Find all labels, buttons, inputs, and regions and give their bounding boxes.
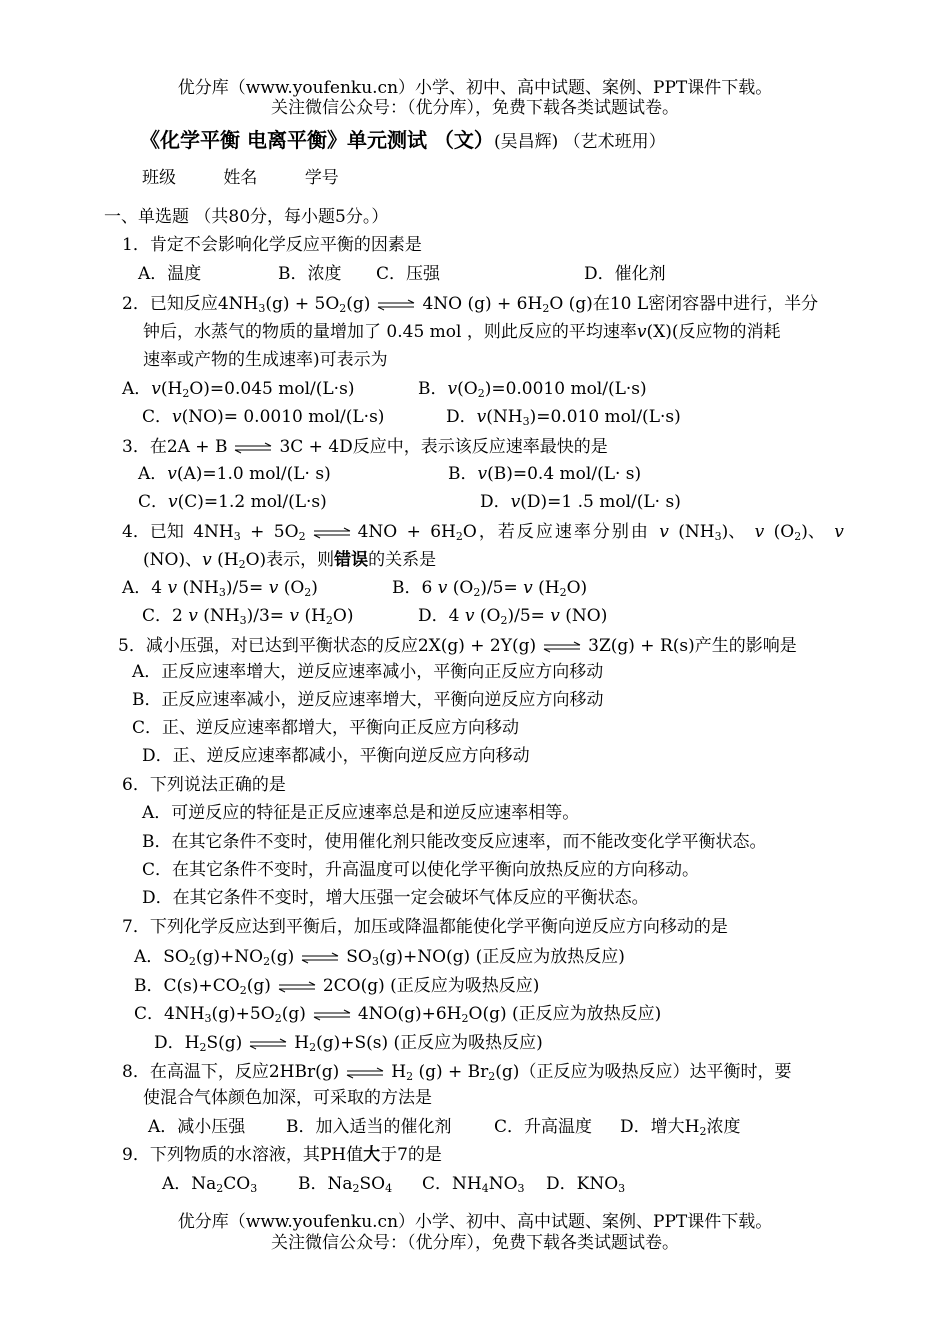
text: )、 xyxy=(721,522,746,542)
q4-option-d xyxy=(418,604,607,628)
text: (O xyxy=(452,578,474,598)
q5-option-b: B．正反应速率减小，逆反应速率增大，平衡向逆反应方向移动 xyxy=(132,690,604,710)
sub: 2 xyxy=(699,1125,707,1138)
text: S(g) xyxy=(206,1033,243,1053)
text: (g)+S(s) (正反应为吸热反应) xyxy=(316,1033,543,1053)
q6-stem: 6．下列说法正确的是 xyxy=(122,775,286,795)
q2-option-d xyxy=(446,405,681,429)
v-symbol: v xyxy=(172,407,182,427)
q5-option-c: C．正、逆反应速率都增大，平衡向正反应方向移动 xyxy=(132,718,520,738)
text: (O xyxy=(479,606,501,626)
v-symbol: v xyxy=(188,606,198,626)
v-symbol: v xyxy=(447,379,458,399)
q8-option-c: C．升高温度 xyxy=(494,1117,593,1137)
text: H xyxy=(391,1062,407,1082)
footer-line-2: 关注微信公众号：（优分库），免费下载各类试题试卷。 xyxy=(271,1233,679,1253)
text: (A)=1.0 mol/(L· s) xyxy=(176,464,331,484)
text: (B)=0.4 mol/(L· s) xyxy=(487,464,642,484)
text: (g)（正反应为吸热反应）达平衡时，要 xyxy=(495,1062,792,1082)
sub: 3 xyxy=(522,415,530,428)
v-symbol: v xyxy=(659,522,669,542)
text: (NH xyxy=(182,578,219,598)
text: (H xyxy=(538,578,560,598)
text: O) xyxy=(332,606,354,626)
q7-option-b xyxy=(134,974,539,998)
text: (O xyxy=(773,522,795,542)
name-label: 姓名 xyxy=(223,168,258,188)
q3-option-b xyxy=(448,462,641,486)
title-sub: (吴昌辉) （艺术班用） xyxy=(493,132,666,152)
equilibrium-arrow-icon xyxy=(312,1008,352,1022)
sub: 3 xyxy=(517,1182,525,1195)
q2-option-c xyxy=(142,405,384,429)
v-symbol: v xyxy=(437,578,448,598)
sub: 2 xyxy=(274,1012,282,1025)
text: (g) xyxy=(270,947,295,967)
q9-stem xyxy=(122,1143,442,1167)
equilibrium-arrow-icon xyxy=(542,640,582,654)
label: C． xyxy=(142,407,173,427)
text: C．NH xyxy=(422,1174,482,1194)
text: (g) + Br xyxy=(413,1062,489,1082)
q2-text: O (g)在10 L密闭容器中进行，半分 xyxy=(549,294,819,314)
sub: 2 xyxy=(477,387,485,400)
text: 2CO(g) (正反应为吸热反应) xyxy=(322,976,540,996)
q1-option-d: D．催化剂 xyxy=(584,264,666,284)
v-symbol: v xyxy=(167,578,178,598)
text: CO xyxy=(223,1174,251,1194)
text: (H xyxy=(304,606,326,626)
text: (NH xyxy=(203,606,240,626)
sub: 2 xyxy=(339,302,347,315)
label: A． xyxy=(138,464,168,484)
q2-text: 4NO (g) + 6H xyxy=(422,294,543,314)
text: (H xyxy=(217,550,239,570)
v-symbol: v xyxy=(834,522,844,542)
v-symbol: v xyxy=(523,578,533,598)
text: O)表示，则 xyxy=(245,550,335,570)
sub: 3 xyxy=(371,955,379,968)
sub: 2 xyxy=(461,1012,469,1025)
text: (g)+NO(g) (正反应为放热反应) xyxy=(378,947,625,967)
text: (g)+NO xyxy=(195,947,264,967)
q7-option-c xyxy=(134,1002,661,1026)
equilibrium-arrow-icon xyxy=(233,441,273,455)
sub: 3 xyxy=(258,302,266,315)
q4-line-2 xyxy=(143,548,436,572)
v-symbol: v xyxy=(268,578,279,598)
q8-options xyxy=(148,1115,741,1139)
q6-option-c: C．在其它条件不变时，升高温度可以使化学平衡向放热反应的方向移动。 xyxy=(142,860,700,880)
text: (D)=1 .5 mol/(L· s) xyxy=(520,492,681,512)
q2-line-3: 速率或产物的生成速率)可表示为 xyxy=(143,350,388,370)
q2-text: 2．已知反应4NH xyxy=(122,294,259,314)
sub: 2 xyxy=(199,1041,207,1054)
q2-option-a xyxy=(122,377,354,401)
sub: 2 xyxy=(406,1070,414,1083)
text: )/3= xyxy=(246,606,285,626)
sub: 2 xyxy=(216,1182,224,1195)
q6-option-a: A．可逆反应的特征是正反应速率总是和逆反应速率相等。 xyxy=(142,803,580,823)
header-line-2: 关注微信公众号：（优分库），免费下载各类试题试卷。 xyxy=(271,98,679,118)
q9-option-d xyxy=(546,1172,625,1196)
text: )=0.010 mol/(L·s) xyxy=(529,407,681,427)
text: 3Z(g) + R(s)产生的影响是 xyxy=(588,636,797,656)
text: )/5= xyxy=(480,578,518,598)
text: NO xyxy=(488,1174,518,1194)
text: + 5O xyxy=(240,522,299,542)
v-symbol: v xyxy=(477,464,488,484)
text: SO xyxy=(359,1174,386,1194)
q8-option-b: B．加入适当的催化剂 xyxy=(286,1117,452,1137)
sub: 3 xyxy=(250,1182,258,1195)
label: B． xyxy=(418,379,448,399)
label: B．6 xyxy=(392,578,433,598)
sub: 2 xyxy=(559,586,567,599)
label: B． xyxy=(448,464,478,484)
q2-line-1 xyxy=(122,292,818,316)
q8-line-1 xyxy=(122,1060,791,1084)
sub: 2 xyxy=(325,614,333,627)
text: 浓度 xyxy=(706,1117,741,1137)
v-symbol: v xyxy=(510,492,521,512)
equilibrium-arrow-icon xyxy=(277,980,317,994)
text: D．H xyxy=(154,1033,200,1053)
text: 3C + 4D反应中，表示该反应速率最快的是 xyxy=(279,437,608,457)
text: A．SO xyxy=(134,947,189,967)
q8-line-2: 使混合气体颜色加深，可采取的方法是 xyxy=(143,1088,432,1108)
section-heading: 一、单选题 （共80分，每小题5分。） xyxy=(104,207,389,227)
class-label: 班级 xyxy=(142,168,176,188)
equilibrium-arrow-icon xyxy=(345,1066,385,1080)
q6-option-b: B．在其它条件不变时，使用催化剂只能改变反应速率，而不能改变化学平衡状态。 xyxy=(142,832,767,852)
v-symbol: v xyxy=(636,322,647,342)
v-symbol: v xyxy=(464,606,475,626)
v-symbol: v xyxy=(476,407,487,427)
text: (g)+5O xyxy=(211,1004,275,1024)
text: (NO)= 0.0010 mol/(L·s) xyxy=(181,407,385,427)
equilibrium-arrow-icon xyxy=(248,1037,288,1051)
label: A． xyxy=(122,379,152,399)
v-symbol: v xyxy=(754,522,765,542)
q2-option-b xyxy=(418,377,647,401)
text: C．4NH xyxy=(134,1004,205,1024)
v-symbol: v xyxy=(168,492,178,512)
sub: 4 xyxy=(481,1182,489,1195)
text: (g) xyxy=(246,976,271,996)
q1-option-b: B．浓度 xyxy=(278,264,342,284)
equilibrium-arrow-icon xyxy=(312,526,352,540)
text: (NO) xyxy=(565,606,608,626)
q8-option-a: A．减小压强 xyxy=(148,1117,246,1137)
v-symbol: v xyxy=(550,606,560,626)
text: 3．在2A + B xyxy=(122,437,228,457)
v-symbol: v xyxy=(167,464,177,484)
label: C． xyxy=(138,492,169,512)
text: )、 xyxy=(801,522,825,542)
label: C．2 xyxy=(142,606,183,626)
text: 9．下列物质的水溶液，其PH值 xyxy=(122,1145,364,1165)
sub: 4 xyxy=(385,1182,393,1195)
q7-option-d xyxy=(154,1031,543,1055)
q9-option-c xyxy=(422,1172,525,1196)
sub: 2 xyxy=(304,586,312,599)
q4-option-b xyxy=(392,576,587,600)
q2-text: 钟后，水蒸气的物质的量增加了 0.45 mol ，则此反应的平均速率 xyxy=(143,322,637,342)
label: D． xyxy=(480,492,511,512)
text: 的关系是 xyxy=(368,550,437,570)
text: (O xyxy=(283,578,305,598)
q7-stem: 7．下列化学反应达到平衡后，加压或降温都能使化学平衡向逆反应方向移动的是 xyxy=(122,917,728,937)
q1-options xyxy=(138,262,666,286)
text: 于7的是 xyxy=(380,1145,442,1165)
text: 4．已知 4NH xyxy=(122,522,234,542)
label: D．4 xyxy=(418,606,460,626)
emphasis: 错误 xyxy=(334,550,369,570)
text: D．KNO xyxy=(546,1174,619,1194)
text: A．Na xyxy=(162,1174,217,1194)
sub: 2 xyxy=(542,302,550,315)
equilibrium-arrow-icon xyxy=(300,951,340,965)
q1-stem: 1．肯定不会影响化学反应平衡的因素是 xyxy=(122,235,422,255)
title-main: 《化学平衡 电离平衡》单元测试 （文） xyxy=(140,128,494,152)
text: 4NO + 6H xyxy=(357,522,456,542)
q2-text: (X)(反应物的消耗 xyxy=(646,322,781,342)
text: (NH xyxy=(486,407,523,427)
q1-option-c: C．压强 xyxy=(376,264,441,284)
q5-option-d: D．正、逆反应速率都减小，平衡向逆反应方向移动 xyxy=(142,746,530,766)
text: 5．减小压强，对已达到平衡状态的反应2X(g) + 2Y(g) xyxy=(118,636,537,656)
q5-stem xyxy=(118,634,797,658)
q9-option-b xyxy=(298,1172,392,1196)
sub: 2 xyxy=(500,614,508,627)
text: (C)=1.2 mol/(L·s) xyxy=(177,492,327,512)
text: (H xyxy=(160,379,183,399)
sub: 2 xyxy=(188,955,196,968)
id-label: 学号 xyxy=(304,168,339,188)
text: D．增大H xyxy=(620,1117,700,1137)
q6-option-d: D．在其它条件不变时，增大压强一定会破坏气体反应的平衡状态。 xyxy=(142,888,649,908)
header-line-1: 优分库（www.youfenku.cn）小学、初中、高中试题、案例、PPT课件下载。 xyxy=(177,78,773,98)
v-symbol: v xyxy=(151,379,161,399)
q2-text: (g) + 5O xyxy=(265,294,340,314)
sub: 3 xyxy=(714,530,722,543)
sub: 2 xyxy=(473,586,481,599)
q2-text: (g) xyxy=(346,294,371,314)
sub: 2 xyxy=(182,387,190,400)
text: )/5= xyxy=(225,578,264,598)
sub: 3 xyxy=(233,530,241,543)
sub: 2 xyxy=(298,530,306,543)
text: SO xyxy=(346,947,372,967)
text: )=0.0010 mol/(L·s) xyxy=(484,379,647,399)
text: O，若反应速率分别由 xyxy=(462,522,650,542)
page-title xyxy=(140,128,666,154)
text: O) xyxy=(566,578,588,598)
emphasis: 大 xyxy=(363,1145,381,1165)
text: (O xyxy=(457,379,478,399)
sub: 2 xyxy=(352,1182,360,1195)
q9-options xyxy=(162,1172,626,1196)
q3-option-d xyxy=(480,490,681,514)
sub: 3 xyxy=(204,1012,212,1025)
q8-option-d xyxy=(620,1115,740,1139)
text: H xyxy=(294,1033,310,1053)
text: (NH xyxy=(678,522,715,542)
sub: 3 xyxy=(618,1182,626,1195)
q3-option-c xyxy=(138,490,327,514)
sub: 2 xyxy=(794,530,802,543)
text: B．Na xyxy=(298,1174,353,1194)
text: 4NO(g)+6H xyxy=(357,1004,462,1024)
equilibrium-arrow-icon xyxy=(376,298,416,312)
sub: 3 xyxy=(218,586,226,599)
sub: 2 xyxy=(488,1070,496,1083)
q9-option-a xyxy=(162,1174,257,1194)
q5-option-a: A．正反应速率增大，逆反应速率减小，平衡向正反应方向移动 xyxy=(132,662,604,682)
text: O)=0.045 mol/(L·s) xyxy=(189,379,355,399)
text: O(g) (正反应为放热反应) xyxy=(468,1004,662,1024)
q2-line-2 xyxy=(143,320,780,344)
label: D． xyxy=(446,407,477,427)
sub: 2 xyxy=(263,955,271,968)
v-symbol: v xyxy=(289,606,300,626)
sub: 2 xyxy=(455,530,463,543)
q7-option-a xyxy=(134,945,625,969)
q4-option-c xyxy=(142,604,353,628)
q4-option-a xyxy=(122,576,318,600)
text: B．C(s)+CO xyxy=(134,976,240,996)
q3-option-a xyxy=(138,462,331,486)
student-info xyxy=(142,166,339,190)
v-symbol: v xyxy=(202,550,212,570)
q4-line-1 xyxy=(122,520,844,544)
sub: 3 xyxy=(239,614,247,627)
q1-option-a: A．温度 xyxy=(138,264,202,284)
footer-line-1: 优分库（www.youfenku.cn）小学、初中、高中试题、案例、PPT课件下载。 xyxy=(177,1212,773,1232)
sub: 2 xyxy=(239,984,247,997)
text: (g) xyxy=(281,1004,306,1024)
text: ) xyxy=(311,578,318,598)
text: )/5= xyxy=(507,606,545,626)
text: 8．在高温下，反应2HBr(g) xyxy=(122,1062,340,1082)
sub: 2 xyxy=(238,558,246,571)
sub: 2 xyxy=(309,1041,317,1054)
q3-stem xyxy=(122,435,608,459)
label: A．4 xyxy=(122,578,163,598)
text: (NO)、 xyxy=(143,550,203,570)
